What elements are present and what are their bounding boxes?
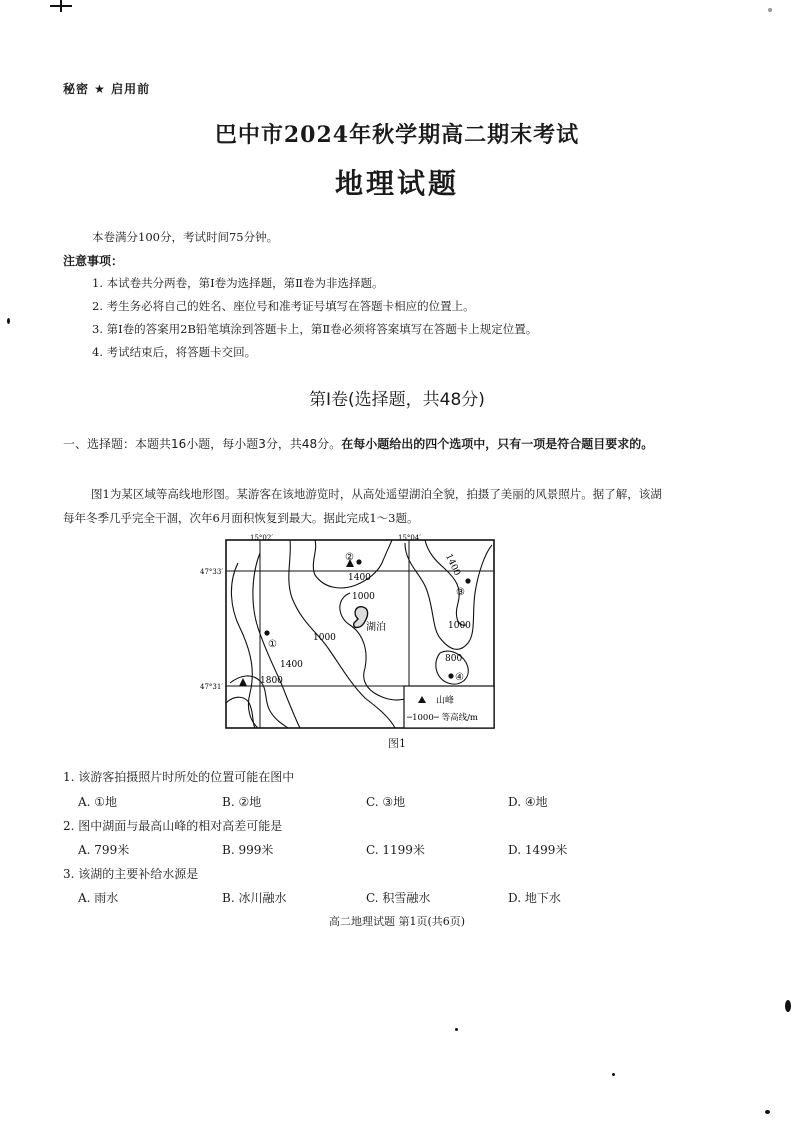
question-stem: 1. 该游客拍摄照片时所处的位置可能在图中 — [63, 770, 295, 784]
site-label: ② — [345, 552, 354, 563]
question-option: A. 雨水 — [78, 891, 119, 905]
site-label: ① — [268, 639, 277, 650]
legend-contour-label: ─1000─ 等高线/m — [407, 713, 478, 723]
mcq-instructions-prefix: 一、选择题：本题共16小题，每小题3分，共48分。 — [63, 437, 342, 451]
notes-heading: 注意事项： — [63, 254, 124, 268]
legend-peak-label: 山峰 — [436, 696, 455, 706]
contour-label: 1400 — [443, 552, 462, 578]
site-marker — [264, 630, 269, 635]
question-option: C. 积雪融水 — [366, 891, 431, 905]
scan-speck — [785, 1000, 791, 1012]
page-footer: 高二地理试题 第1页(共6页) — [328, 915, 466, 928]
lon-label: 15°04′ — [398, 534, 421, 542]
contour-label: 800 — [445, 654, 463, 664]
lon-label: 15°02′ — [250, 534, 273, 542]
contour-label: 1400 — [280, 660, 303, 670]
contour-label: 1000 — [313, 633, 336, 643]
figure-caption: 图1 — [388, 737, 406, 750]
scan-speck — [455, 1028, 458, 1031]
question-option: A. 799米 — [78, 843, 130, 857]
scan-speck — [7, 318, 10, 324]
site-marker — [448, 673, 453, 678]
question-option: D. ④地 — [508, 795, 548, 809]
exam-title: 巴中市2024年秋学期高二期末考试 — [214, 122, 580, 148]
exam-info: 本卷满分100分，考试时间75分钟。 — [92, 230, 279, 244]
confidential-label: 秘密 ★ 启用前 — [63, 82, 151, 96]
question-option: C. 1199米 — [366, 843, 425, 857]
site-label: ④ — [455, 672, 464, 683]
section-title: 第Ⅰ卷(选择题，共48分) — [309, 390, 485, 410]
scan-speck — [768, 8, 772, 12]
site-label: ③ — [456, 587, 465, 598]
mcq-instructions-bold: 在每小题给出的四个选项中，只有一项是符合题目要求的。 — [341, 437, 654, 451]
question-option: B. 冰川融水 — [222, 891, 287, 905]
contour-label: 1000 — [352, 592, 375, 602]
contour-label: 1800 — [260, 676, 283, 686]
question-option: A. ①地 — [78, 795, 118, 809]
mcq-instructions — [63, 433, 673, 455]
contour-label: 1400 — [348, 573, 371, 583]
question-option: B. ②地 — [222, 795, 262, 809]
lake-label: 湖泊 — [366, 622, 386, 633]
question-intro: 图1为某区域等高线地形图。某游客在该地游览时，从高处遥望湖泊全貌，拍摄了美丽的风景照片。据了解，该湖每年冬季几乎完全干涸，次年6月面积恢复到最大。据此完成1～3题。 — [63, 487, 662, 525]
note-item: 2. 考生务必将自己的姓名、座位号和准考证号填写在答题卡相应的位置上。 — [92, 299, 475, 313]
contour-map — [200, 533, 500, 737]
subject-title: 地理试题 — [334, 167, 459, 200]
question-option: C. ③地 — [366, 795, 406, 809]
scan-speck — [612, 1073, 615, 1076]
site-marker — [465, 578, 470, 583]
question-stem: 2. 图中湖面与最高山峰的相对高差可能是 — [63, 819, 283, 833]
site-marker — [356, 559, 361, 564]
question-option: D. 地下水 — [508, 891, 561, 905]
lat-label: 47°33′ — [200, 568, 223, 576]
note-item: 4. 考试结束后，将答题卡交回。 — [92, 345, 257, 359]
question-stem: 3. 该湖的主要补给水源是 — [63, 867, 199, 881]
scan-mark — [50, 0, 72, 14]
note-item: 3. 第Ⅰ卷的答案用2B铅笔填涂到答题卡上，第Ⅱ卷必须将答案填写在答题卡上规定位置。 — [92, 322, 538, 336]
question-option: B. 999米 — [222, 843, 274, 857]
note-item: 1. 本试卷共分两卷，第Ⅰ卷为选择题，第Ⅱ卷为非选择题。 — [92, 276, 384, 290]
lat-label: 47°31′ — [200, 683, 223, 691]
question-option: D. 1499米 — [508, 843, 568, 857]
contour-label: 1000 — [448, 621, 471, 631]
scan-speck — [765, 1110, 770, 1114]
